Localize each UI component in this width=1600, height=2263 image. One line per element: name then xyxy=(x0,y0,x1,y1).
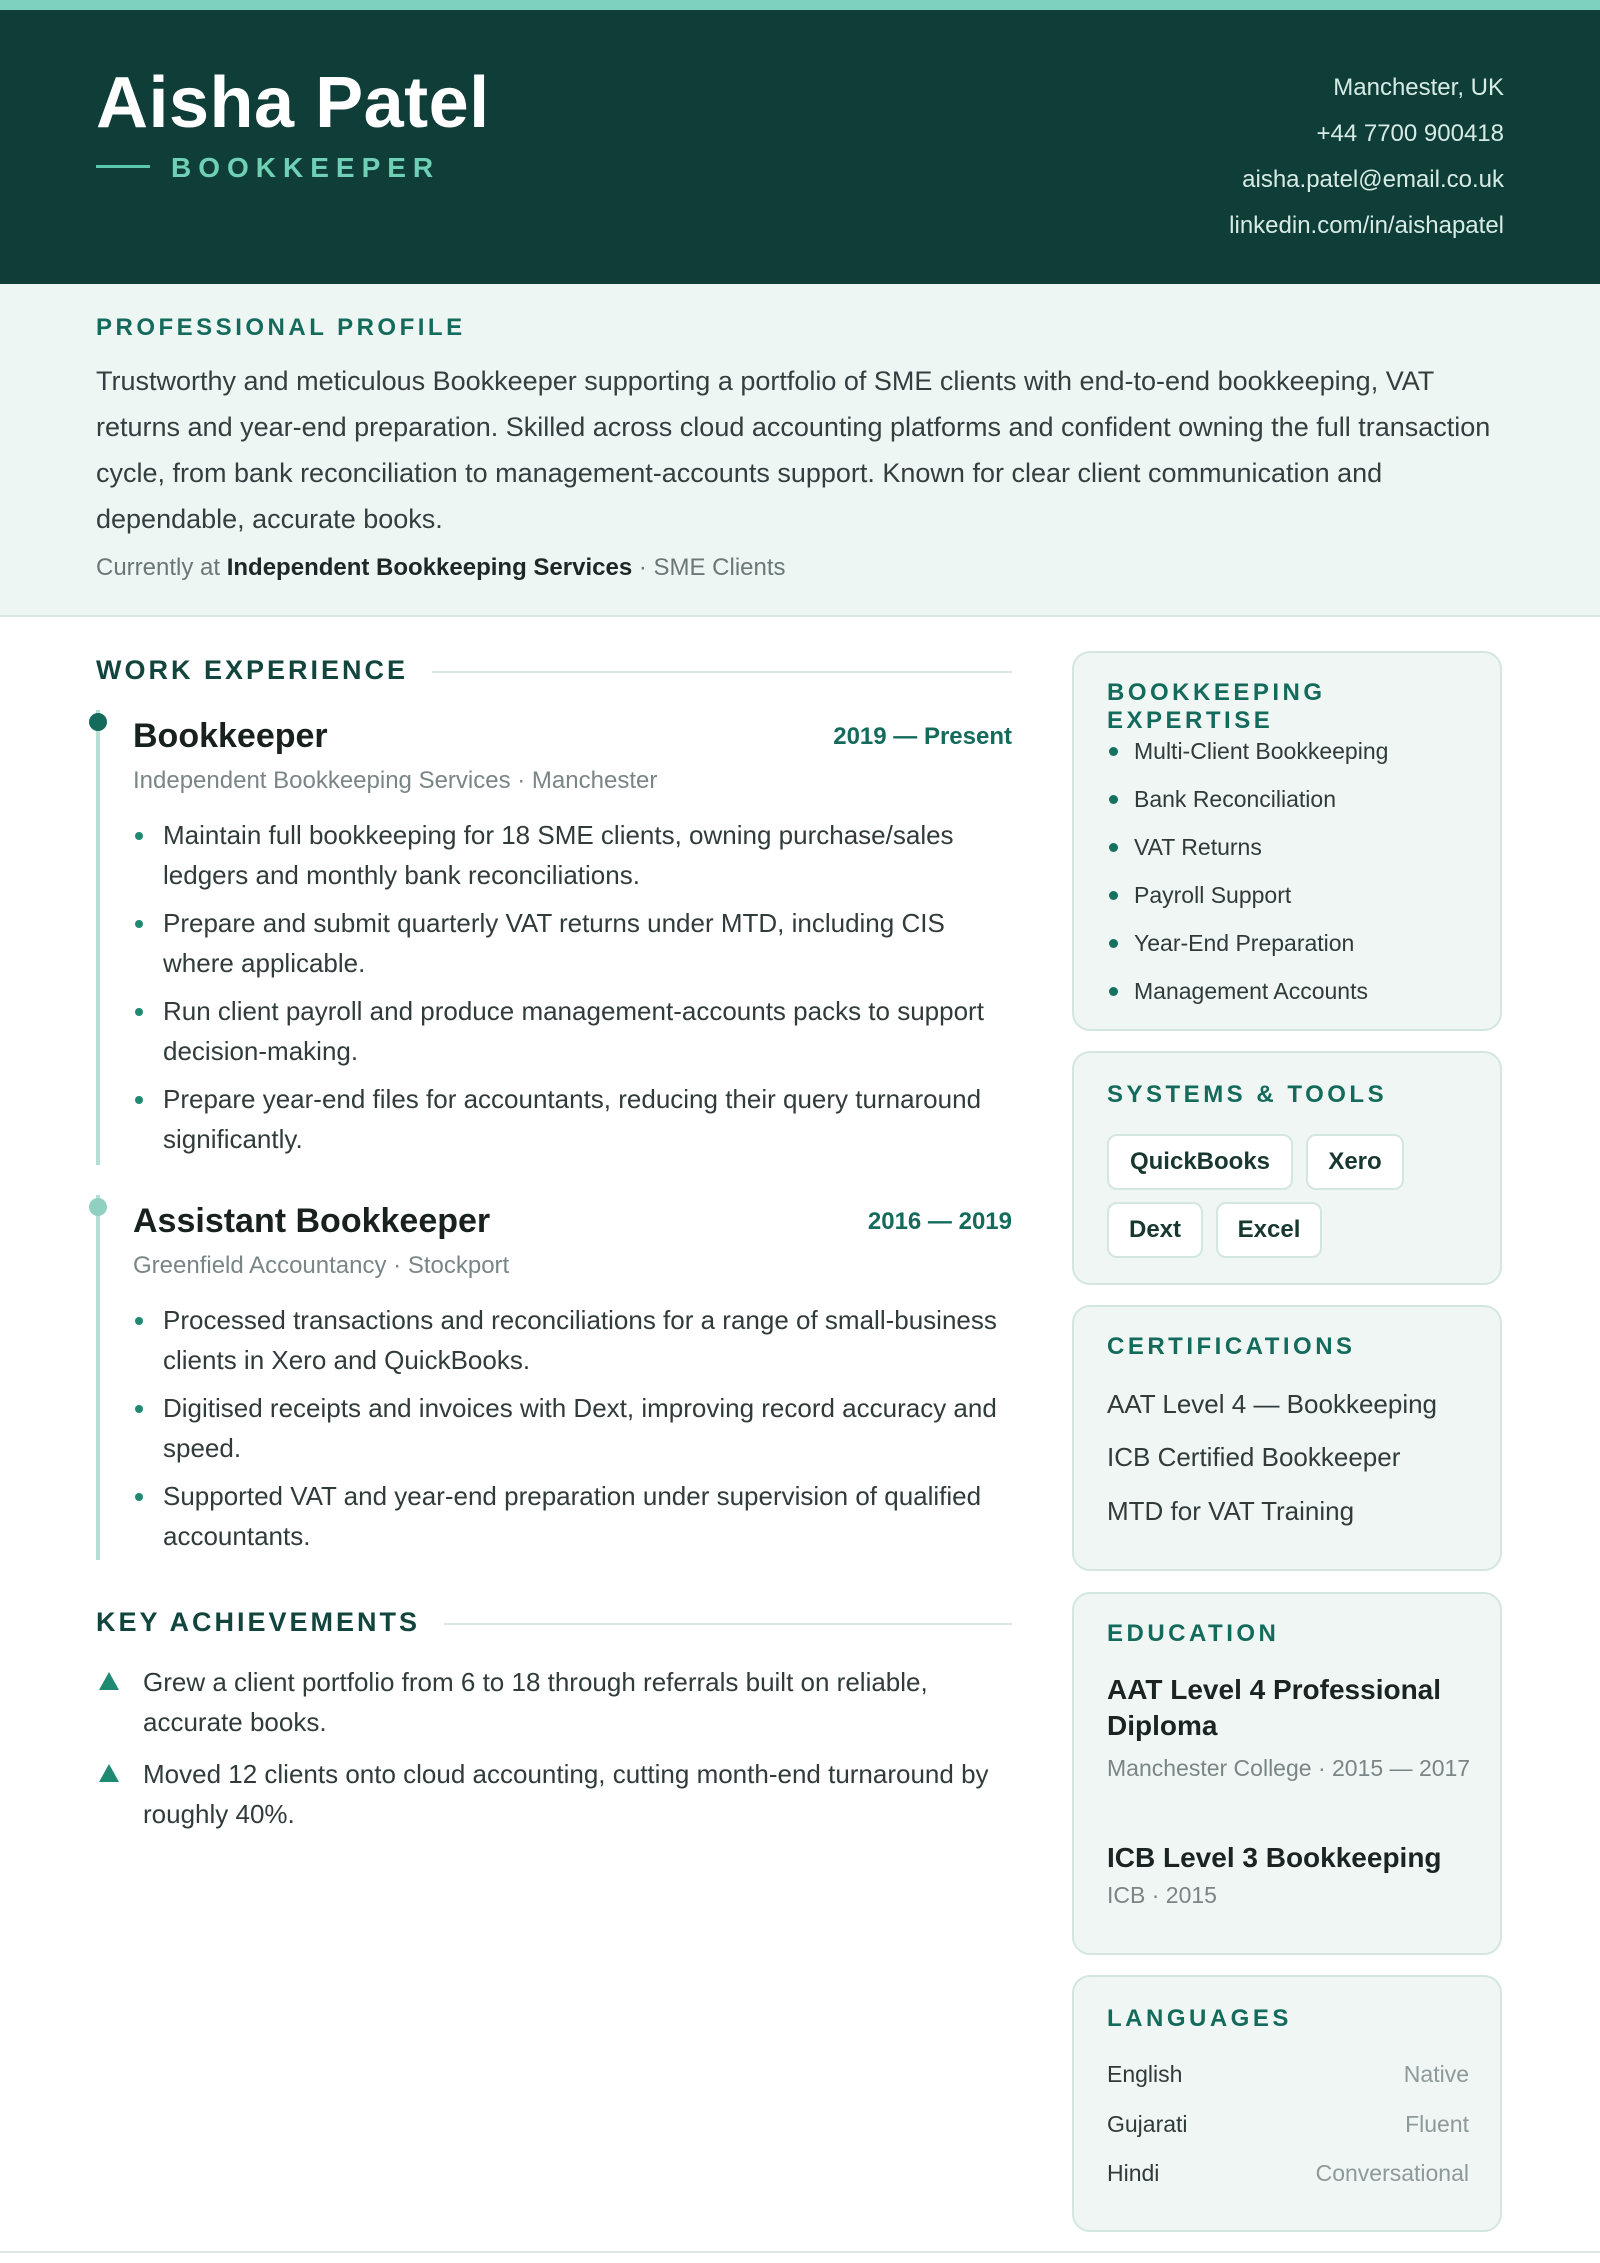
top-accent-stripe xyxy=(0,0,1600,10)
job-bullet: Prepare year-end files for accountants, reducing their query turnaround significantly. xyxy=(133,1079,1013,1159)
education-heading: EDUCATION xyxy=(1107,1620,1280,1647)
certification-item: ICB Certified Bookkeeper xyxy=(1107,1442,1401,1472)
experience-heading xyxy=(96,650,1012,690)
role-accent-line xyxy=(96,165,150,168)
profile-heading: PROFESSIONAL PROFILE xyxy=(96,314,466,341)
profile-section xyxy=(0,284,1600,617)
job-dates: 2019 — Present xyxy=(833,723,1012,750)
contact-email[interactable]: aisha.patel@email.co.uk xyxy=(1242,166,1504,193)
education-meta: ICB · 2015 xyxy=(1107,1882,1217,1908)
job-dates: 2016 — 2019 xyxy=(867,1208,1012,1235)
expertise-item: Year-End Preparation xyxy=(1107,919,1388,967)
languages-heading: LANGUAGES xyxy=(1107,2005,1292,2032)
triangle-bullet-icon xyxy=(99,1672,119,1690)
job-company: Independent Bookkeeping Services · Manchester xyxy=(133,767,658,794)
contact-phone: +44 7700 900418 xyxy=(1316,120,1504,147)
triangle-bullet-icon xyxy=(99,1764,119,1782)
achievement-item xyxy=(96,1754,1012,1834)
language-name: English xyxy=(1107,2061,1183,2087)
bottom-divider xyxy=(0,2251,1600,2253)
education-title: ICB Level 3 Bookkeeping xyxy=(1107,1842,1442,1873)
certifications-card xyxy=(1072,1305,1502,1571)
job-bullet: Supported VAT and year-end preparation under supervision of qualified accountants. xyxy=(133,1476,1013,1556)
job-bullet: Run client payroll and produce management-accounts packs to support decision-making. xyxy=(133,991,1013,1071)
candidate-role: BOOKKEEPER xyxy=(171,152,441,183)
job-title: Bookkeeper xyxy=(133,717,328,755)
job-bullets xyxy=(133,1300,1013,1564)
tool-chip-quickbooks: QuickBooks xyxy=(1107,1134,1293,1190)
language-row xyxy=(1107,2061,1469,2101)
tools-heading: SYSTEMS & TOOLS xyxy=(1107,1081,1388,1108)
expertise-item: Multi-Client Bookkeeping xyxy=(1107,727,1388,775)
achievements-list xyxy=(96,1662,1012,1846)
job-title: Assistant Bookkeeper xyxy=(133,1202,491,1240)
expertise-item: Bank Reconciliation xyxy=(1107,775,1388,823)
job-bullets xyxy=(133,815,1013,1167)
current-suffix: · SME Clients xyxy=(638,554,786,581)
candidate-name: Aisha Patel xyxy=(96,63,490,143)
job-bullet: Processed transactions and reconciliations for a range of small-business clients in Xero and QuickBooks. xyxy=(133,1300,1013,1380)
contact-linkedin[interactable]: linkedin.com/in/aishapatel xyxy=(1229,212,1504,239)
achievement-text: Grew a client portfolio from 6 to 18 through referrals built on reliable, accurate books. xyxy=(143,1667,928,1737)
tool-chip-excel: Excel xyxy=(1216,1202,1322,1258)
language-name: Gujarati xyxy=(1107,2111,1188,2137)
education-title: AAT Level 4 Professional Diploma xyxy=(1107,1674,1442,1741)
contact-location: Manchester, UK xyxy=(1333,74,1504,101)
profile-summary: Trustworthy and meticulous Bookkeeper supporting a portfolio of SME clients with end-to-end bookkeeping, VAT returns and year-end preparation. Skilled across cloud accounting platforms and confident owning the full transaction cycle, from bank reconciliation to management-accounts support. Known for clear client communication and dependable, accurate books. xyxy=(96,366,1491,534)
language-level: Native xyxy=(1403,2061,1469,2087)
resume-header xyxy=(0,10,1600,284)
achievements-heading xyxy=(96,1602,1012,1642)
education-card xyxy=(1072,1592,1502,1955)
current-prefix: Currently at xyxy=(96,554,221,581)
achievements-title: KEY ACHIEVEMENTS xyxy=(96,1607,444,1637)
expertise-item: Management Accounts xyxy=(1107,967,1388,1015)
job-company: Greenfield Accountancy · Stockport xyxy=(133,1252,510,1279)
certifications-heading: CERTIFICATIONS xyxy=(1107,1333,1356,1360)
expertise-list xyxy=(1107,727,1388,1015)
language-name: Hindi xyxy=(1107,2160,1160,2186)
expertise-item: Payroll Support xyxy=(1107,871,1388,919)
languages-card xyxy=(1072,1975,1502,2232)
timeline-dot xyxy=(89,713,107,731)
job-bullet: Prepare and submit quarterly VAT returns under MTD, including CIS where applicable. xyxy=(133,903,1013,983)
timeline-dot xyxy=(89,1198,107,1216)
job-bullet: Digitised receipts and invoices with Dext, improving record accuracy and speed. xyxy=(133,1388,1013,1468)
contact-block xyxy=(1229,68,1504,252)
education-meta: Manchester College · 2015 — 2017 xyxy=(1107,1755,1471,1781)
certification-item: MTD for VAT Training xyxy=(1107,1496,1355,1526)
current-employer xyxy=(96,554,786,582)
main-column xyxy=(96,650,1012,1829)
expertise-card xyxy=(1072,651,1502,1031)
job-entry xyxy=(96,1200,1012,1570)
language-row xyxy=(1107,2111,1469,2151)
tool-chip-dext: Dext xyxy=(1107,1202,1203,1258)
achievement-text: Moved 12 clients onto cloud accounting, cutting month-end turnaround by roughly 40%. xyxy=(143,1759,989,1829)
tools-card xyxy=(1072,1051,1502,1285)
job-entry xyxy=(96,715,1012,1175)
expertise-heading: BOOKKEEPING EXPERTISE xyxy=(1107,679,1326,734)
expertise-item: VAT Returns xyxy=(1107,823,1388,871)
language-row xyxy=(1107,2160,1469,2200)
current-company: Independent Bookkeeping Services xyxy=(226,554,633,581)
certification-item: AAT Level 4 — Bookkeeping xyxy=(1107,1389,1438,1419)
tool-chip-xero: Xero xyxy=(1306,1134,1404,1190)
experience-title: WORK EXPERIENCE xyxy=(96,655,432,685)
achievement-item xyxy=(96,1662,1012,1742)
language-level: Conversational xyxy=(1315,2160,1469,2186)
job-bullet: Maintain full bookkeeping for 18 SME clients, owning purchase/sales ledgers and monthly bank reconciliations. xyxy=(133,815,1013,895)
language-level: Fluent xyxy=(1405,2111,1469,2137)
